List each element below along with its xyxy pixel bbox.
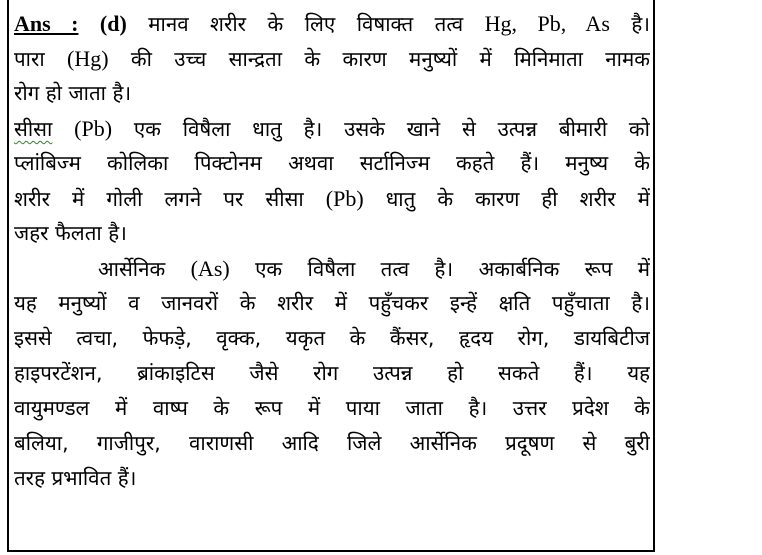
text-span: एक विषैला तत्व है। अकार्बनिक रूप में	[229, 257, 650, 281]
text-line	[14, 146, 650, 181]
element-symbol: (As)	[190, 256, 230, 281]
text-line	[14, 181, 650, 216]
text-line	[14, 76, 650, 111]
text-span: बलिया, गाजीपुर, वाराणसी आदि जिले आर्सेनिक प्रदूषण से बुरी	[14, 431, 650, 455]
text-line	[14, 216, 650, 251]
element-symbol: (Pb)	[325, 186, 364, 211]
text-span: शरीर में गोली लगने पर सीसा	[14, 187, 326, 211]
answer-option: (d)	[99, 11, 127, 36]
text-line	[14, 356, 650, 391]
text-line	[14, 111, 650, 146]
spellcheck-word: सीसा	[14, 117, 53, 141]
text-line	[14, 461, 650, 496]
answer-label: Ans :	[14, 11, 79, 36]
text-span: एक विषैला धातु है। उसके खाने से उत्पन्न बीमारी को	[112, 117, 650, 141]
text-line	[14, 41, 650, 76]
text-span: पारा	[14, 47, 67, 71]
text-span: हाइपरटेंशन, ब्रांकाइटिस जैसे रोग उत्पन्न हो सकते हैं। यह	[14, 361, 650, 385]
text-span: यह मनुष्यों व जानवरों के शरीर में पहुँचकर इन्हें क्षति पहुँचाता है।	[14, 291, 650, 315]
text-span: वायुमण्डल में वाष्प के रूप में पाया जाता है। उत्तर प्रदेश के	[14, 396, 650, 420]
text-span: की उच्च सान्द्रता के कारण मनुष्यों में मिनिमाता नामक	[108, 47, 650, 71]
text-span: प्लांबिज्म कोलिका पिक्टोनम अथवा सर्टानिज्म कहते हैं। मनुष्य के	[14, 151, 650, 175]
line-0-part-2: है।	[609, 12, 650, 36]
answer-text	[14, 6, 650, 496]
line-0-part-1: Hg, Pb, As	[484, 11, 610, 36]
text-span	[52, 117, 74, 141]
text-line	[14, 391, 650, 426]
text-span: तरह प्रभावित हैं।	[14, 466, 137, 490]
text-line	[14, 321, 650, 356]
text-line	[14, 286, 650, 321]
text-line	[14, 251, 650, 286]
text-span: इससे त्वचा, फेफड़े, वृक्क, यकृत के कैंसर, हृदय रोग, डायबिटीज	[14, 326, 650, 350]
answer-line-1	[14, 6, 650, 41]
text-span: रोग हो जाता है।	[14, 81, 132, 105]
text-line	[14, 426, 650, 461]
line-0-part-0: मानव शरीर के लिए विषाक्त तत्व	[148, 12, 485, 36]
text-span: आर्सेनिक	[98, 257, 191, 281]
text-span: धातु के कारण ही शरीर में	[363, 187, 650, 211]
element-symbol: (Hg)	[67, 46, 109, 71]
text-span: जहर फैलता है।	[14, 221, 127, 245]
element-symbol: (Pb)	[74, 116, 113, 141]
